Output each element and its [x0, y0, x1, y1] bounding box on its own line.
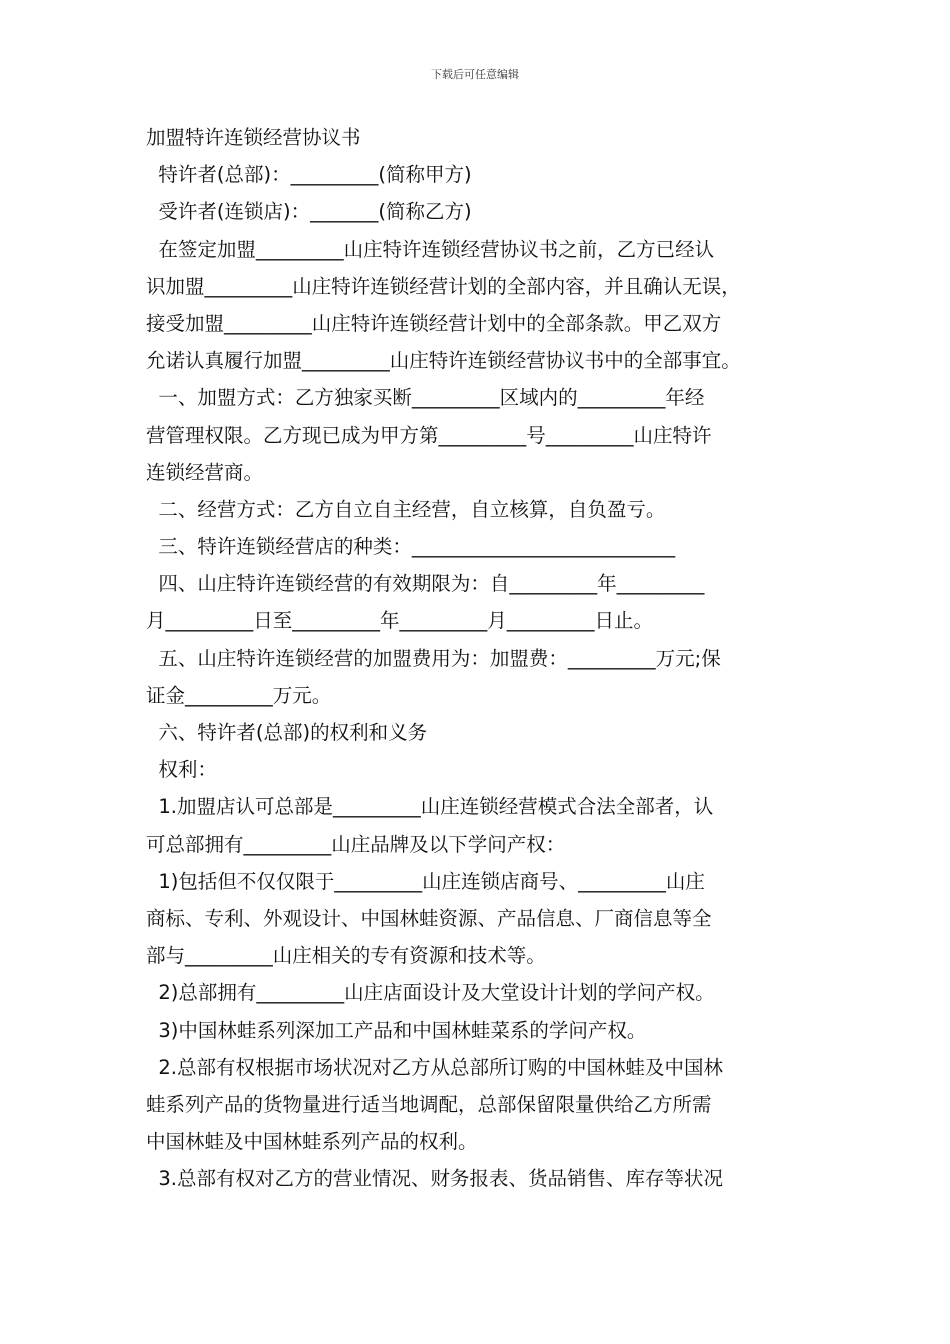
paragraph-line: 识加盟_________山庄特许连锁经营计划的全部内容，并且确认无误， [146, 274, 741, 298]
paragraph-line: 连锁经营商。 [146, 460, 264, 484]
paragraph-line: 三、特许连锁经营店的种类：___________________________ [146, 535, 676, 559]
paragraph-line: 2)总部拥有_________山庄店面设计及大堂设计计划的学问产权。 [146, 981, 715, 1005]
paragraph-line: 二、经营方式：乙方自立自主经营，自立核算，自负盈亏。 [146, 497, 666, 521]
page-header-note: 下载后可任意编辑 [431, 68, 519, 81]
paragraph-line: 3)中国林蛙系列深加工产品和中国林蛙菜系的学问产权。 [146, 1018, 647, 1042]
paragraph-line: 一、加盟方式：乙方独家买断_________区域内的_________年经 [146, 386, 705, 410]
paragraph-line: 特许者(总部)：_________(简称甲方) [146, 163, 472, 187]
paragraph-line: 1)包括但不仅仅限于_________山庄连锁店商号、_________山庄 [146, 869, 705, 893]
section-heading: 六、特许者(总部)的权利和义务 [146, 721, 428, 744]
paragraph-line: 营管理权限。乙方现已成为甲方第_________号_________山庄特许 [146, 423, 712, 447]
subsection-heading: 权利： [146, 758, 217, 782]
document-body [146, 119, 814, 1197]
paragraph-line: 1.加盟店认可总部是_________山庄连锁经营模式合法全部者，认 [146, 795, 714, 819]
paragraph-line: 2.总部有权根据市场状况对乙方从总部所订购的中国林蛙及中国林 [146, 1055, 724, 1079]
paragraph-line: 允诺认真履行加盟_________山庄特许连锁经营协议书中的全部事宜。 [146, 349, 741, 373]
document-title: 加盟特许连锁经营协议书 [146, 126, 361, 149]
paragraph-line: 中国林蛙及中国林蛙系列产品的权利。 [146, 1130, 478, 1154]
paragraph-line: 五、山庄特许连锁经营的加盟费用为：加盟费：_________万元;保 [146, 646, 721, 670]
paragraph-line: 部与_________山庄相关的专有资源和技术等。 [146, 944, 546, 968]
paragraph-line: 月_________日至_________年_________月_________日止。 [146, 609, 654, 633]
paragraph-line: 受许者(连锁店)：_______(简称乙方) [146, 200, 472, 224]
paragraph-line: 四、山庄特许连锁经营的有效期限为：自_________年_________ [146, 572, 705, 596]
paragraph-line: 在签定加盟_________山庄特许连锁经营协议书之前，乙方已经认 [146, 237, 715, 261]
paragraph-line: 可总部拥有_________山庄品牌及以下学问产权： [146, 832, 566, 856]
paragraph-line: 蛙系列产品的货物量进行适当地调配，总部保留限量供给乙方所需 [146, 1092, 712, 1116]
paragraph-line: 接受加盟_________山庄特许连锁经营计划中的全部条款。甲乙双方 [146, 311, 722, 335]
paragraph-line: 证金_________万元。 [146, 683, 332, 707]
paragraph-line: 商标、专利、外观设计、中国林蛙资源、产品信息、厂商信息等全 [146, 906, 712, 930]
paragraph-line: 3.总部有权对乙方的营业情况、财务报表、货品销售、库存等状况 [146, 1167, 724, 1191]
